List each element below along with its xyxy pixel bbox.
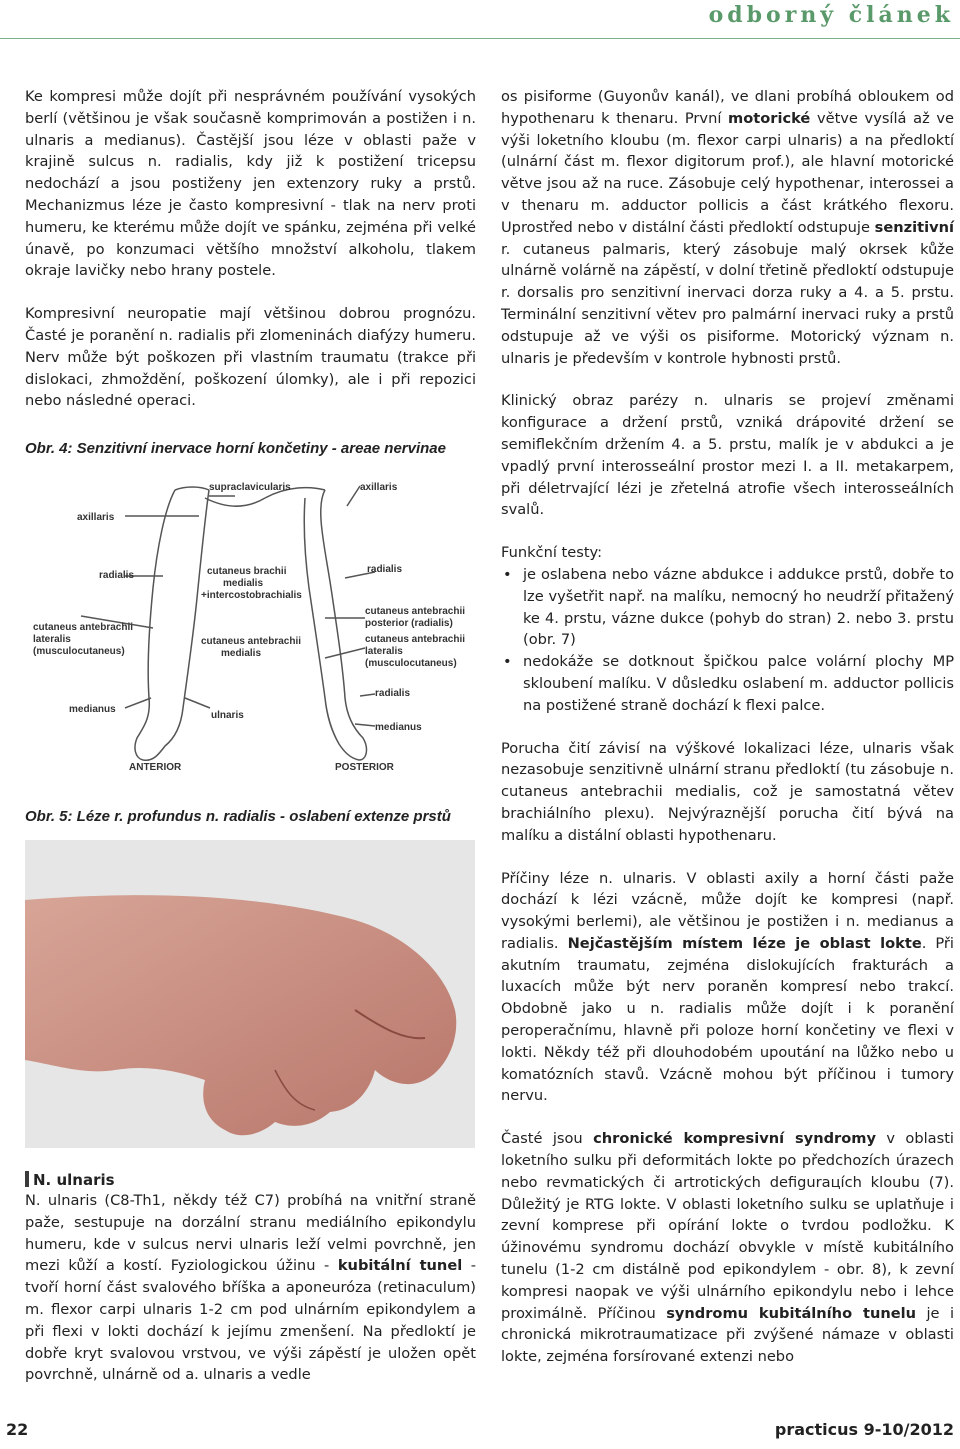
r-p1-b: motorické <box>728 109 811 127</box>
label-supraclavicularis: supraclavicularis <box>209 482 291 493</box>
r-p1-a: os pisiforme (Guyonův kanál), ve dlani probíhá obloukem od hypothenaru k thenaru. První <box>501 88 954 127</box>
ulnaris-text-c: - tvoří horní část svalového bříška a aponeuróza (retinaculum) m. flexor carpi ulnaris 1-2 cm pod ulnárním epikondylem a při flexi v lokti dochází k jejímu zmenšení. Na předloktí je dobře kryt svalovou vrstvou, ve výši zápěstí je uložen opět povrchně, ulnárně od a. ulnaris a vedle <box>25 1257 477 1384</box>
r-p1-d: senzitivní <box>874 218 954 236</box>
heading-bar <box>25 1171 29 1187</box>
label-cut-ant-med-2: medialis <box>221 648 262 659</box>
r-p5-a: Časté jsou <box>501 1130 594 1148</box>
ulnaris-text-a: N. ulnaris (C8-Th1, někdy též C7) probíhá na vnitřní straně paže, sestupuje na dorzální stranu mediálního epikondylu humeru, kde v sulcus nervi ulnaris leží velmi povrchně, jen mezi kůží a kostí. Fyziologickou úžinu - <box>25 1192 476 1275</box>
ulnaris-paragraph <box>25 1190 476 1386</box>
label-cut-ant-lat-3: (musculocutaneus) <box>33 646 125 657</box>
r-p5-b: chronické kompresivní syndromy <box>593 1130 876 1148</box>
label-cut-ant-lat-1: cutaneus antebrachii <box>33 622 134 633</box>
tests-title: Funkční testy: <box>501 544 603 562</box>
label-axillaris-right: axillaris <box>360 482 398 493</box>
r-p4-b: Nejčastějším místem léze je oblast lokte <box>567 934 922 952</box>
anterior-arm-outline <box>135 490 209 760</box>
label-cut-ant-r-2: lateralis <box>365 646 403 657</box>
page-number: 22 <box>6 1420 29 1439</box>
label-cut-ant-med-1: cutaneus antebrachii <box>201 636 302 647</box>
r-p1-e: r. cutaneus palmaris, který zásobuje malý okrsek kůže ulnárně volárně na zápěstí, v dolní třetině předloktí odstupuje r. dorsalis pro senzitivní inervaci dorza ruky a 4. a 5. prstu. Terminální senzitivní větev pro palmární inervaci ruky a prstů odstupuje až ve výši os pisiforme. Motorický význam n. ulnaris je především v kontrole hybnosti prstů. <box>501 240 954 367</box>
label-intercostobrachialis: +intercostobrachialis <box>201 590 302 601</box>
left-column <box>25 86 476 433</box>
right-paragraph-4 <box>501 868 954 1108</box>
label-cut-ant-post-2: posterior (radialis) <box>365 618 453 629</box>
label-radialis-left: radialis <box>99 570 135 581</box>
journal-name: practicus 9-10/2012 <box>774 1420 954 1439</box>
ulnaris-heading-text: N. ulnaris <box>33 1171 115 1189</box>
figure-5-hand-photo <box>25 840 475 1148</box>
test-item: • nedokáže se dotknout špičkou palce volární plochy MP skloubení malíku. V důsledku oslabení m. adductor pollicis na postižené straně dochází k flexi palce. <box>521 651 954 716</box>
test-item: • je oslabena nebo vázne abdukce i addukce prstů, dobře to lze vyšetřit např. na malíku, nemocný ho neudrží přitažený ke 4. prstu, vázne dukce (pohyb do stran) 2. nebo 3. prstu (obr. 7) <box>521 564 954 651</box>
label-radialis-right-2: radialis <box>375 688 411 699</box>
label-posterior: POSTERIOR <box>335 762 394 773</box>
posterior-arm-outline <box>304 490 366 760</box>
tests-list <box>501 564 954 717</box>
label-medialis: medialis <box>223 578 264 589</box>
label-ulnaris-left: ulnaris <box>211 710 244 721</box>
right-paragraph-3: Porucha čití závisí na výškové lokalizaci léze, ulnaris však nezasobuje senzitivně ulnární stranu předloktí (tu zásobuje n. cutaneus antebrachii medialis, což je samostatná větev brachiálního plexu). Nejvýraznější porucha čití bývá na malíku a distální oblasti hypothenaru. <box>501 739 954 844</box>
label-radialis-right: radialis <box>367 564 403 575</box>
label-medianus-left: medianus <box>69 704 116 715</box>
label-cut-ant-r-3: (musculocutaneus) <box>365 658 457 669</box>
label-cut-ant-r-1: cutaneus antebrachii <box>365 634 466 645</box>
right-paragraph-1 <box>501 86 954 369</box>
r-p4-a: Příčiny léze n. ulnaris. V oblasti axily a horní části paže dochází k lézi vzácně, může dojít ke kompresi (např. vysokými berlemi), ale většinou je postižen i n. medianus a radialis. <box>501 869 954 952</box>
left-paragraph-1: Ke kompresi může dojít při nesprávném používání vysokých berlí (většinou je však současně komprimován a postižen i n. ulnaris a medianus). Častější jsou léze v oblasti paže v krajině sulcus n. radialis, kdy již k postižení tricepsu nedochází a jsou postiženy jen extenzory ruky a prstů. Mechanizmus léze je často kompresivní - tlak na nerv proti humeru, ke kterému může dojít ve spánku, zejména při velké únavě, po konzumaci většího množství alkoholu, tlakem okraje lavičky nebo hrany postele. <box>25 88 476 280</box>
r-p5-e: je i chronická mikrotraumatizace při zvýšené námaze v oblasti lokte, zejména forsírované extenzi nebo <box>501 1304 954 1366</box>
figure-4-arm-diagram <box>25 468 475 778</box>
section-label: odborný článek <box>708 2 954 28</box>
r-p5-c: v oblasti loketního sulku při deformitách lokte po předchozích úrazech nebo revmatických či artrotických defigurацích kloubu (7). Důležitý je RTG lokte. V oblasti loketního sulku se uplatňuje i zevní komprese při opírání lokte o tvrdou podložku. K úžinovému syndromu dochází obvykle v místě kubitálního tunelu (1-2 cm distálně pod epikondylem - obr. 8), k zevní kompresi naopak ve výši ulnárního epikondylu nebo i lehce proximálně. Příčinou <box>501 1130 954 1322</box>
label-axillaris-left: axillaris <box>77 512 115 523</box>
label-medianus-right: medianus <box>375 722 422 733</box>
label-cutaneus-brachii: cutaneus brachii <box>207 566 287 577</box>
left-paragraph-2: Kompresivní neuropatie mají většinou dobrou prognózu. Časté je poranění n. radialis při zlomeninách diafýzy humeru. Nerv může být poškozen při vlastním traumatu (trakce při dislokaci, zhmoždění, poškození úlomky), ale i při repozici nebo následné operaci. <box>25 305 476 410</box>
figure-5-caption: Obr. 5: Léze r. profundus n. radialis - oslabení extenze prstů <box>25 808 451 825</box>
header-divider <box>0 38 960 39</box>
label-cut-ant-post-1: cutaneus antebrachii <box>365 606 466 617</box>
label-cut-ant-lat-2: lateralis <box>33 634 71 645</box>
r-p5-d: syndromu kubitálního tunelu <box>666 1304 917 1322</box>
label-anterior: ANTERIOR <box>129 762 182 773</box>
ulnaris-text-bold: kubitální tunel <box>337 1257 463 1275</box>
ulnaris-heading <box>25 1170 476 1189</box>
right-column <box>501 86 954 1389</box>
r-p4-c: . Při akutním traumatu, zejména dislokujících frakturách a luxacích může být nerv poraněn kompresí nebo trakcí. Obdobně jako u n. radialis může dojít i k poranění peroperačnímu, hlavně při poloze horní končetiny ve flexi v lokti. Někdy též při dlouhodobém upoutání na lůžko nebo u komatózních stavů. Vzácně mohou být příčinou i tumory nervu. <box>501 934 954 1105</box>
right-paragraph-2: Klinický obraz parézy n. ulnaris se projeví změnami konfigurace a držení prstů, vzniká drápovité držení se semiflekčním držením 4. a 5. prstu, malík je v abdukci a je vpadlý první interosseální prostor mezi I. a II. metakarpem, při déletrvající lézi je zřetelná atrofie všech interosseálních svalů. <box>501 392 954 519</box>
right-paragraph-5 <box>501 1128 954 1368</box>
figure-4-caption: Obr. 4: Senzitivní inervace horní končetiny - areae nervinae <box>25 440 446 457</box>
r-p1-c: větve vysílá až ve výši loketního kloubu (m. flexor carpi ulnaris) a na předloktí (ulnární část m. flexor digitorum prof.), ale hlavní motorické větve jsou až na ruce. Zásobuje celý hypothenar, interossei a v thenaru m. adductor pollicis a část krátkého flexoru. Uprostřed nebo v distální části předloktí odstupuje <box>501 109 954 236</box>
